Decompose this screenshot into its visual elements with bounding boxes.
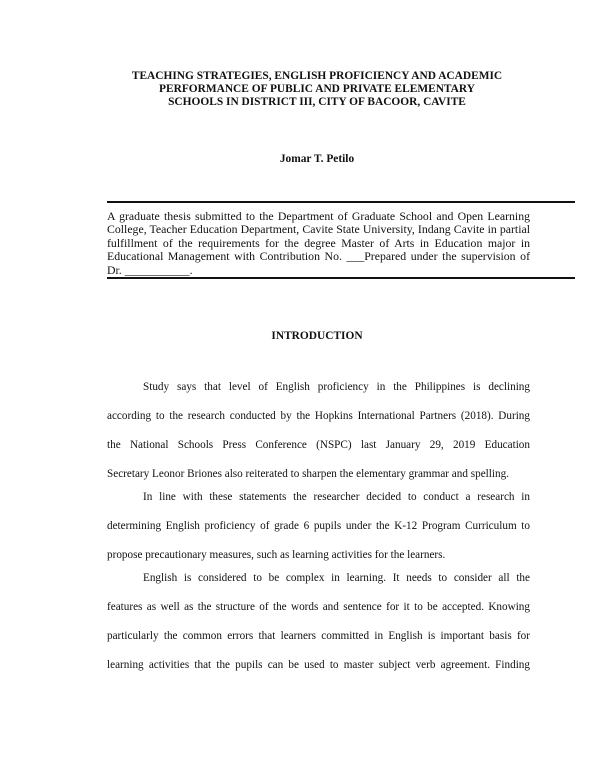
- statement-line: Dr. ___________.: [107, 262, 193, 277]
- paragraph-line: features as well as the structure of the words and sentence for it to be accepted. Knowing: [107, 601, 530, 613]
- statement-line: fulfillment of the requirements for the degree Master of Arts in Education major in: [107, 235, 530, 250]
- body-paragraph: [107, 380, 530, 496]
- top-divider: [107, 201, 575, 203]
- statement-line: Educational Management with Contribution No. ___Prepared under the supervision of: [107, 249, 530, 264]
- bottom-divider: [107, 277, 575, 279]
- statement-line: College, Teacher Education Department, Cavite State University, Indang Cavite in partial: [107, 222, 530, 237]
- paragraph-line: Study says that level of English proficiency in the Philippines is declining: [143, 381, 530, 393]
- title-line: PERFORMANCE OF PUBLIC AND PRIVATE ELEMENTARY: [159, 83, 475, 96]
- paragraph-line: particularly the common errors that learners committed in English is important basis for: [107, 630, 530, 642]
- body-paragraph: [107, 490, 530, 577]
- submission-statement: [107, 210, 530, 277]
- statement-line: A graduate thesis submitted to the Department of Graduate School and Open Learning: [107, 209, 530, 223]
- paragraph-line: the National Schools Press Conference (NSPC) last January 29, 2019 Education: [107, 439, 530, 451]
- paragraph-line: learning activities that the pupils can be used to master subject verb agreement. Finding: [107, 659, 530, 671]
- body-paragraph: [107, 571, 530, 687]
- paragraph-line: propose precautionary measures, such as learning activities for the learners.: [107, 549, 446, 561]
- title-line: SCHOOLS IN DISTRICT III, CITY OF BACOOR, CAVITE: [168, 96, 466, 109]
- section-heading: INTRODUCTION: [271, 330, 363, 342]
- paragraph-line: English is considered to be complex in learning. It needs to consider all the: [143, 572, 530, 584]
- thesis-title: [100, 70, 534, 110]
- paragraph-line: In line with these statements the researcher decided to conduct a research in: [143, 491, 530, 503]
- paragraph-line: according to the research conducted by the Hopkins International Partners (2018). During: [107, 410, 530, 422]
- paragraph-line: determining English proficiency of grade 6 pupils under the K-12 Program Curriculum to: [107, 520, 530, 532]
- paragraph-line: Secretary Leonor Briones also reiterated to sharpen the elementary grammar and spelling.: [107, 468, 509, 480]
- author-name: Jomar T. Petilo: [279, 153, 355, 165]
- title-line: TEACHING STRATEGIES, ENGLISH PROFICIENCY AND ACADEMIC: [131, 70, 503, 82]
